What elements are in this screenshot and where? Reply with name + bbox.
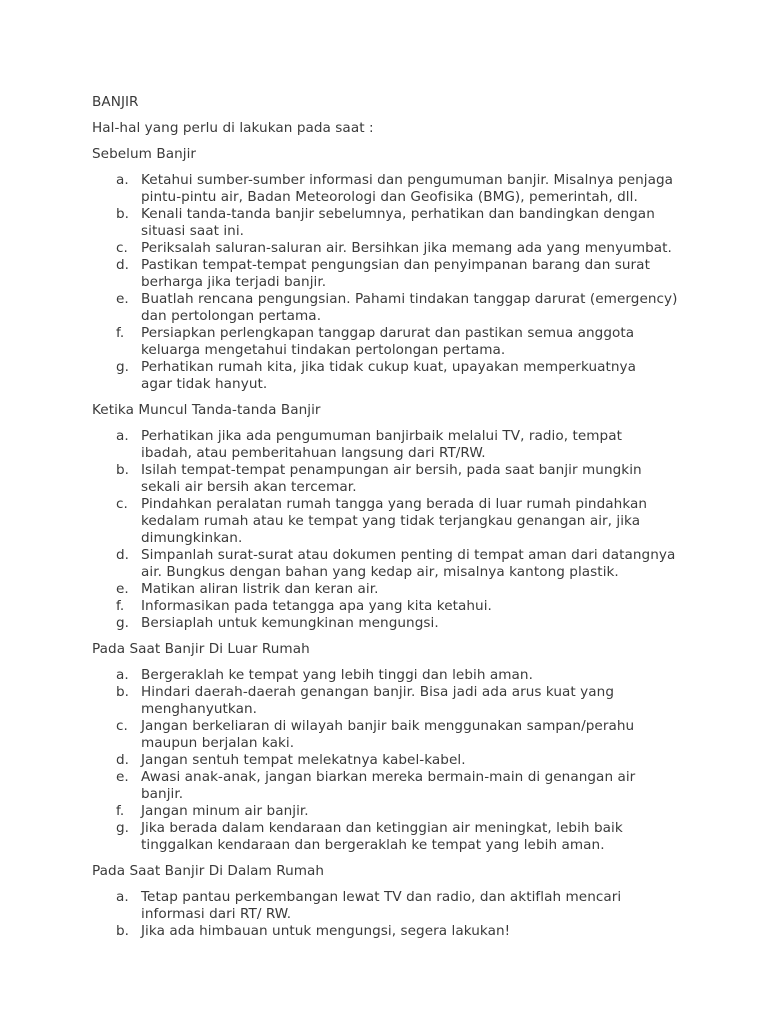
section-heading-sebelum-banjir: Sebelum Banjir: [92, 146, 197, 162]
list-item: [92, 923, 692, 940]
list-item: [92, 684, 692, 718]
list-item-text: Informasikan pada tetangga apa yang kita ketahui.: [141, 598, 492, 614]
list-item-text: Pindahkan peralatan rumah tangga yang berada di luar rumah pindahkan kedalam rumah atau ke tempat yang tidak terjangkau genangan air, jika dimungkinkan.: [141, 496, 648, 546]
list-marker: e.: [116, 769, 129, 785]
list-marker: g.: [116, 359, 130, 375]
list-marker: a.: [116, 667, 129, 683]
list-item: [92, 325, 692, 359]
section-list-ketika-muncul-tanda-tanda: [92, 428, 692, 632]
list-item: [92, 496, 692, 547]
list-item-text: Perhatikan rumah kita, jika tidak cukup kuat, upayakan memperkuatnya agar tidak hanyut.: [141, 359, 637, 392]
document-page: [92, 94, 692, 949]
list-marker: f.: [116, 803, 125, 819]
section-list-sebelum-banjir: [92, 172, 692, 393]
section-heading-ketika-muncul-tanda-tanda: Ketika Muncul Tanda-tanda Banjir: [92, 402, 321, 418]
list-item-text: Hindari daerah-daerah genangan banjir. Bisa jadi ada arus kuat yang menghanyutkan.: [141, 684, 614, 717]
list-item: [92, 257, 692, 291]
list-marker: b.: [116, 684, 130, 700]
list-item-text: Jangan berkeliaran di wilayah banjir baik menggunakan sampan/perahu maupun berjalan kaki.: [141, 718, 635, 751]
list-item: [92, 615, 692, 632]
list-item: [92, 291, 692, 325]
list-item: [92, 752, 692, 769]
list-marker: e.: [116, 581, 129, 597]
list-item-text: Ketahui sumber-sumber informasi dan pengumuman banjir. Misalnya penjaga pintu-pintu air, Badan Meteorologi dan Geofisika (BMG), pemerintah, dll.: [141, 172, 674, 205]
list-item-text: Bersiaplah untuk kemungkinan mengungsi.: [141, 615, 439, 631]
list-item: [92, 803, 692, 820]
list-item-text: Buatlah rencana pengungsian. Pahami tindakan tanggap darurat (emergency) dan pertolongan pertama.: [141, 291, 678, 324]
list-item-text: Isilah tempat-tempat penampungan air bersih, pada saat banjir mungkin sekali air bersih akan tercemar.: [141, 462, 642, 495]
list-item: [92, 428, 692, 462]
list-marker: b.: [116, 923, 130, 939]
document-intro: Hal-hal yang perlu di lakukan pada saat :: [92, 120, 374, 136]
list-marker: d.: [116, 547, 130, 563]
list-marker: a.: [116, 172, 129, 188]
list-marker: b.: [116, 462, 130, 478]
list-item-text: Persiapkan perlengkapan tanggap darurat dan pastikan semua anggota keluarga mengetahui tindakan pertolongan pertama.: [141, 325, 635, 358]
list-marker: g.: [116, 615, 130, 631]
list-item: [92, 889, 692, 923]
list-item-text: Jangan sentuh tempat melekatnya kabel-kabel.: [141, 752, 466, 768]
list-marker: f.: [116, 325, 125, 341]
list-item: [92, 718, 692, 752]
list-item-text: Kenali tanda-tanda banjir sebelumnya, perhatikan dan bandingkan dengan situasi saat ini.: [141, 206, 655, 239]
list-item: [92, 820, 692, 854]
list-marker: d.: [116, 257, 130, 273]
list-marker: c.: [116, 496, 128, 512]
list-item-text: Bergeraklah ke tempat yang lebih tinggi dan lebih aman.: [141, 667, 533, 683]
list-item: [92, 240, 692, 257]
list-marker: g.: [116, 820, 130, 836]
list-item: [92, 462, 692, 496]
list-item-text: Periksalah saluran-saluran air. Bersihkan jika memang ada yang menyumbat.: [141, 240, 672, 256]
section-heading-luar-rumah: Pada Saat Banjir Di Luar Rumah: [92, 641, 310, 657]
list-item-text: Matikan aliran listrik dan keran air.: [141, 581, 379, 597]
list-item: [92, 769, 692, 803]
list-item-text: Pastikan tempat-tempat pengungsian dan penyimpanan barang dan surat berharga jika terjadi banjir.: [141, 257, 650, 290]
list-item: [92, 359, 692, 393]
list-item: [92, 206, 692, 240]
list-item: [92, 172, 692, 206]
list-item: [92, 598, 692, 615]
list-item-text: Jangan minum air banjir.: [141, 803, 309, 819]
list-marker: c.: [116, 718, 128, 734]
section-list-luar-rumah: [92, 667, 692, 854]
document-title: BANJIR: [92, 94, 139, 110]
list-item-text: Simpanlah surat-surat atau dokumen penting di tempat aman dari datangnya air. Bungkus dengan bahan yang kedap air, misalnya kantong plastik.: [141, 547, 676, 580]
list-marker: c.: [116, 240, 128, 256]
section-heading-dalam-rumah: Pada Saat Banjir Di Dalam Rumah: [92, 863, 325, 879]
list-item-text: Tetap pantau perkembangan lewat TV dan radio, dan aktiflah mencari informasi dari RT/ RW.: [141, 889, 622, 922]
list-marker: f.: [116, 598, 125, 614]
list-marker: a.: [116, 889, 129, 905]
list-marker: b.: [116, 206, 130, 222]
list-item-text: Jika berada dalam kendaraan dan ketinggian air meningkat, lebih baik tinggalkan kendaraan dan bergeraklah ke tempat yang lebih aman.: [141, 820, 623, 853]
list-item: [92, 667, 692, 684]
section-list-dalam-rumah: [92, 889, 692, 940]
list-marker: a.: [116, 428, 129, 444]
list-item-text: Perhatikan jika ada pengumuman banjirbaik melalui TV, radio, tempat ibadah, atau pemberitahuan langsung dari RT/RW.: [141, 428, 622, 461]
list-item-text: Awasi anak-anak, jangan biarkan mereka bermain-main di genangan air banjir.: [141, 769, 636, 802]
list-marker: e.: [116, 291, 129, 307]
list-item: [92, 547, 692, 581]
list-item: [92, 581, 692, 598]
list-item-text: Jika ada himbauan untuk mengungsi, segera lakukan!: [141, 923, 511, 939]
list-marker: d.: [116, 752, 130, 768]
